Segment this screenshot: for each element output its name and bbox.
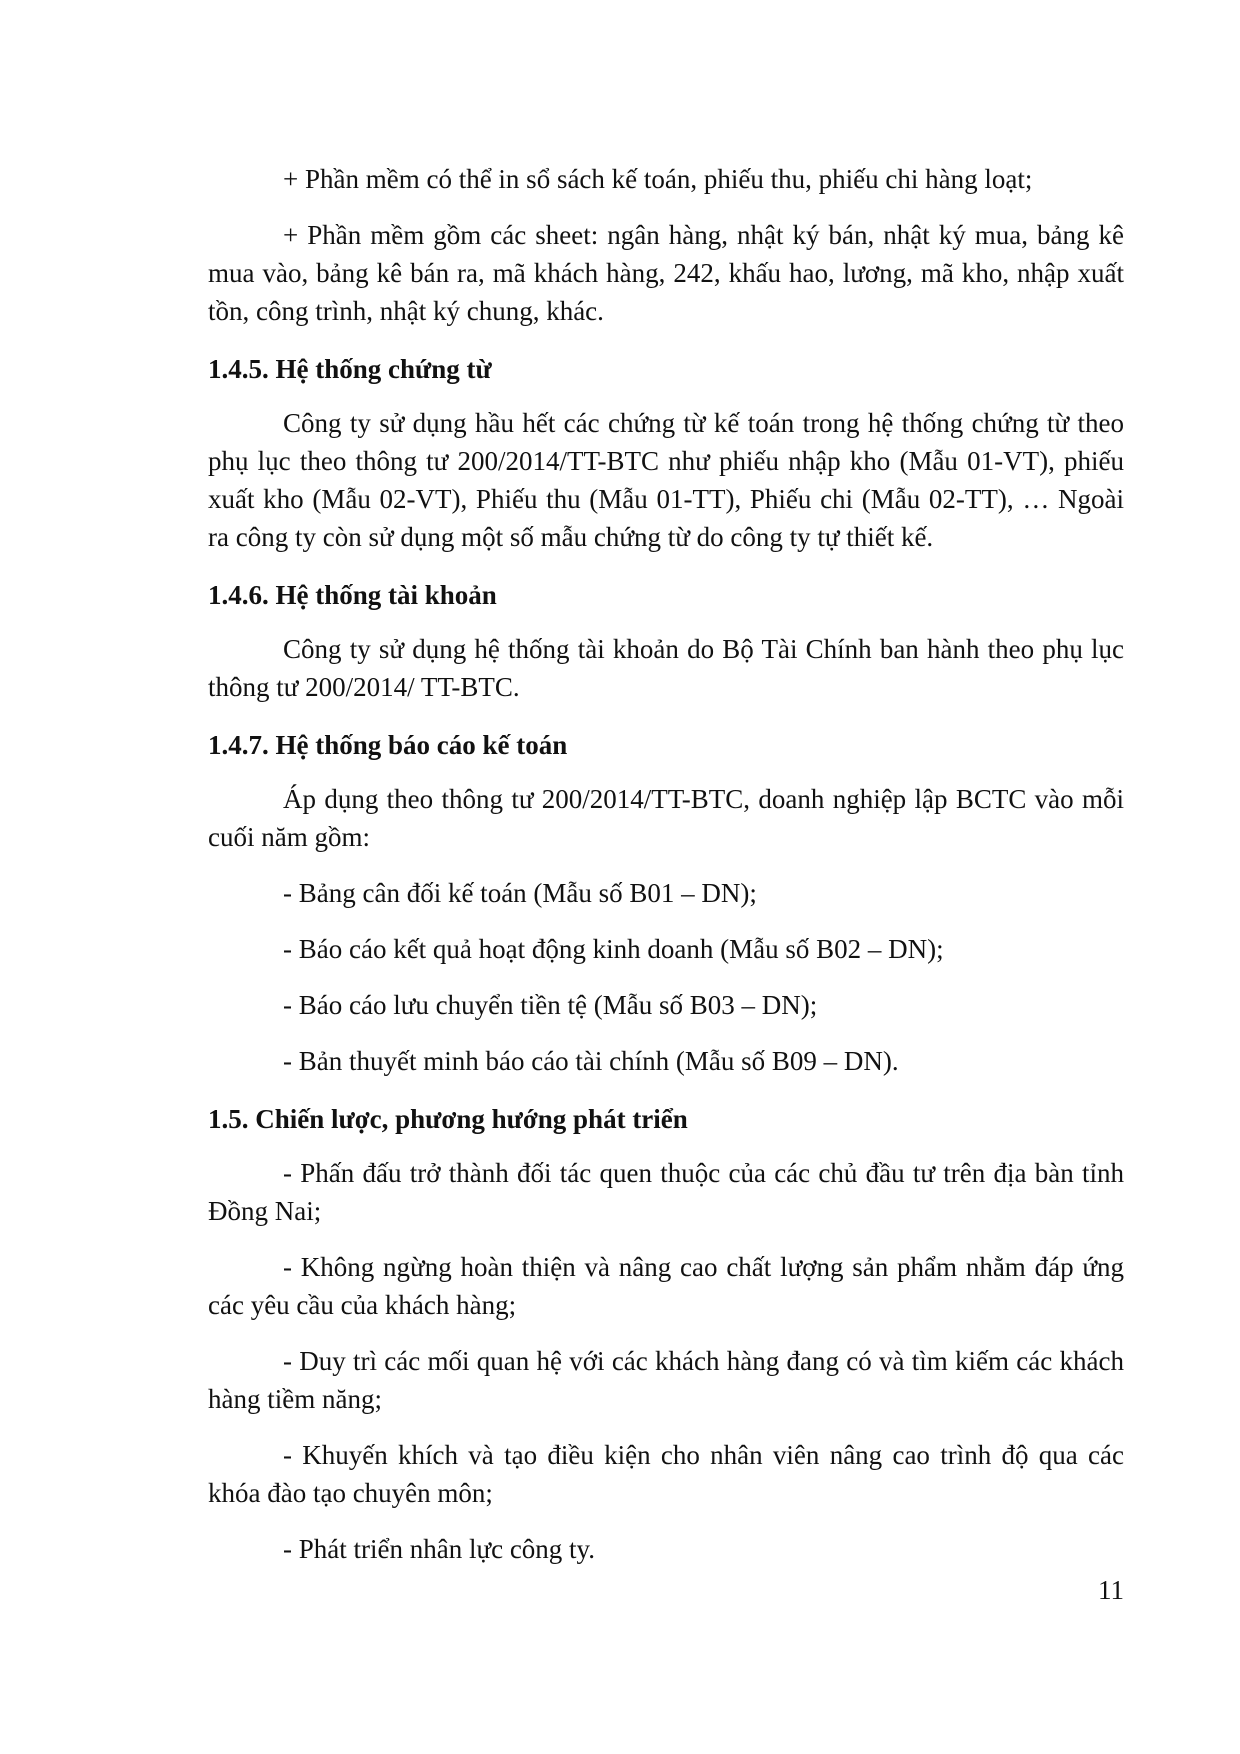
list-item: - Bảng cân đối kế toán (Mẫu số B01 – DN); [283,878,757,908]
list-item: - Phát triển nhân lực công ty. [283,1534,596,1564]
page-number: 11 [1098,1575,1124,1605]
heading-1-4-5: 1.4.5. Hệ thống chứng từ [208,354,492,384]
heading-1-4-7: 1.4.7. Hệ thống báo cáo kế toán [208,730,568,760]
paragraph-voucher-system: Công ty sử dụng hầu hết các chứng từ kế toán trong hệ thống chứng từ theo phụ lục theo thông tư 200/2014/TT-BTC như phiếu nhập kho (Mẫu 01-VT), phiếu xuất kho (Mẫu 02-VT), Phiếu thu (Mẫu 01-TT), Phiếu chi (Mẫu 02-TT), … Ngoài ra công ty còn sử dụng một số mẫu chứng từ do công ty tự thiết kế. [208,408,1124,552]
paragraph-software-sheets: + Phần mềm gồm các sheet: ngân hàng, nhật ký bán, nhật ký mua, bảng kê mua vào, bảng kê bán ra, mã khách hàng, 242, khấu hao, lương, mã kho, nhập xuất tồn, công trình, nhật ký chung, khác. [208,220,1124,326]
list-item: - Không ngừng hoàn thiện và nâng cao chất lượng sản phẩm nhằm đáp ứng các yêu cầu của khách hàng; [208,1252,1124,1320]
list-item: - Duy trì các mối quan hệ với các khách hàng đang có và tìm kiếm các khách hàng tiềm năng; [208,1346,1124,1414]
heading-1-5: 1.5. Chiến lược, phương hướng phát triển [208,1104,688,1134]
list-item: - Báo cáo kết quả hoạt động kinh doanh (Mẫu số B02 – DN); [283,934,944,964]
paragraph-report-system: Áp dụng theo thông tư 200/2014/TT-BTC, doanh nghiệp lập BCTC vào mỗi cuối năm gồm: [208,784,1124,852]
list-item: - Phấn đấu trở thành đối tác quen thuộc của các chủ đầu tư trên địa bàn tỉnh Đồng Nai; [208,1158,1124,1226]
list-item: - Bản thuyết minh báo cáo tài chính (Mẫu số B09 – DN). [283,1046,899,1076]
heading-1-4-6: 1.4.6. Hệ thống tài khoản [208,580,497,610]
list-item: - Khuyến khích và tạo điều kiện cho nhân viên nâng cao trình độ qua các khóa đào tạo chuyên môn; [208,1440,1124,1508]
document-page [208,160,1124,1568]
list-item: - Báo cáo lưu chuyển tiền tệ (Mẫu số B03 – DN); [283,990,818,1020]
paragraph-account-system: Công ty sử dụng hệ thống tài khoản do Bộ Tài Chính ban hành theo phụ lục thông tư 200/2014/ TT-BTC. [208,634,1124,702]
paragraph-software-print: + Phần mềm có thể in sổ sách kế toán, phiếu thu, phiếu chi hàng loạt; [283,164,1033,194]
